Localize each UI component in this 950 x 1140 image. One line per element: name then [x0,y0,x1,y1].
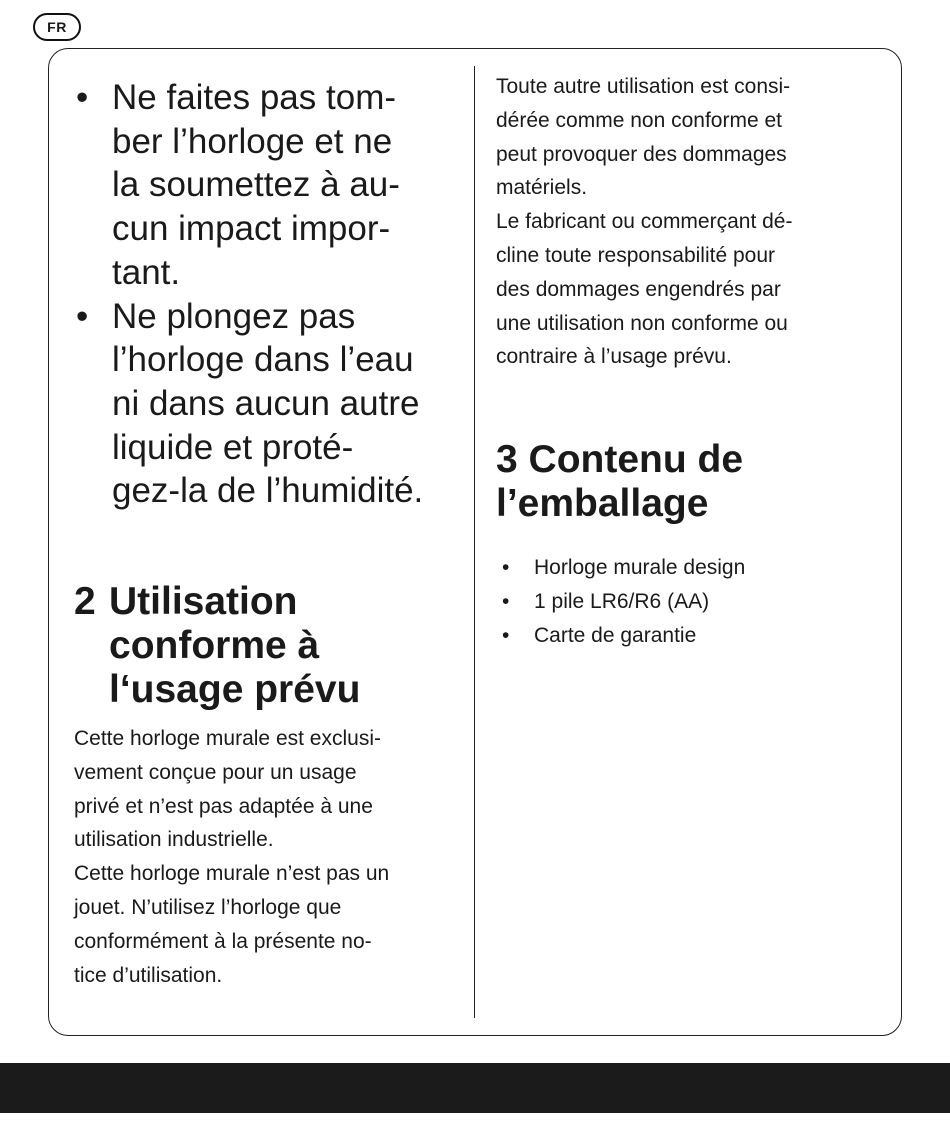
intended-use-paragraph [74,722,458,992]
text-line: une utilisation non conforme ou [496,311,788,335]
list-item [496,551,882,585]
text-line: tant. [112,252,181,292]
text-line: cline toute responsabilité pour [496,243,776,267]
text-line: peut provoquer des dommages [496,142,787,166]
text-line: Cette horloge murale n’est pas un [74,862,390,886]
item-label: Carte de garantie [534,624,697,648]
text-line: Le fabricant ou commerçant dé- [496,210,793,234]
text-line: Cette horloge murale est exclusi- [74,727,381,751]
package-contents-list [496,551,882,653]
text-line: Ne plongez pas [112,296,356,336]
title-line: conforme à [109,624,320,668]
safety-bullet-list [74,76,458,513]
text-line: vement conçue pour un usage [74,760,357,784]
text-line: utilisation industrielle. [74,828,274,852]
bullet-glyph: • [502,590,510,614]
left-column [74,76,458,992]
text-line: tice d’utilisation. [74,963,223,987]
list-item [74,295,458,514]
column-divider [474,66,475,1018]
bullet-glyph: • [76,296,89,336]
text-line: la soumettez à au- [112,165,400,205]
liability-paragraph [496,70,882,374]
list-item [496,619,882,653]
title-line: 3 Contenu de [496,438,744,482]
section-title [109,580,360,712]
text-line: privé et n’est pas adaptée à une [74,794,373,818]
text-line: l’horloge dans l’eau [112,340,414,380]
list-item [74,76,458,295]
text-line: matériels. [496,176,588,200]
text-line: Ne faites pas tom- [112,78,396,117]
item-label: Horloge murale design [534,556,746,580]
text-line: conformément à la présente no- [74,929,372,953]
item-label: 1 pile LR6/R6 (AA) [534,590,710,614]
text-line: dérée comme non conforme et [496,108,782,132]
title-line: l’emballage [496,482,709,526]
section-number: 2 [74,580,96,624]
section-2-heading [74,580,458,712]
bullet-glyph: • [502,556,510,580]
text-line: des dommages engendrés par [496,277,781,301]
language-badge: FR [33,13,81,41]
text-line: contraire à l’usage prévu. [496,345,732,369]
bullet-glyph: • [502,624,510,648]
footer-bar [0,1063,950,1113]
bullet-glyph: • [76,78,89,117]
text-line: Toute autre utilisation est consi- [496,75,791,98]
title-line: Utilisation [109,580,298,624]
text-line: ni dans aucun autre [112,383,420,423]
section-3-heading [496,438,882,526]
text-line: cun impact impor- [112,209,391,249]
right-column [496,70,882,653]
text-line: liquide et proté- [112,427,354,467]
title-line: l‘usage prévu [109,668,361,712]
text-line: jouet. N’utilisez l’horloge que [74,896,342,920]
list-item [496,585,882,619]
text-line: gez-la de l’humidité. [112,471,424,511]
text-line: ber l’horloge et ne [112,121,393,161]
